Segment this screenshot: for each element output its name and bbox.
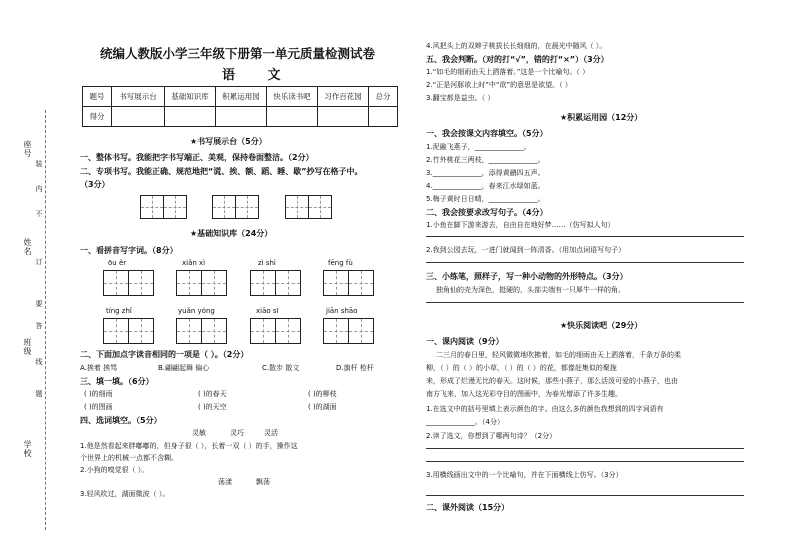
- judge-item: 1.“如毛的细雨由天上洒落着。”这是一个比喻句。（ ）: [426, 68, 590, 76]
- answer-line[interactable]: [426, 236, 744, 237]
- answer-line[interactable]: [426, 302, 744, 303]
- seat-number-label: 座号: [23, 140, 32, 158]
- question-text: 五、我会判断。（对的打“√”，错的打“×”）（3分）: [426, 55, 609, 64]
- passage-line: 南方飞来，加入这光彩夺目的图画中，为春光增添了许多生趣。: [426, 390, 622, 398]
- option-a: A.挨着 挨骂: [80, 364, 118, 372]
- answer-line[interactable]: [426, 262, 744, 263]
- question-text: 三、小练笔，照样子，写一种小动物的外形特点。（3分）: [426, 272, 628, 281]
- example-text: 独角仙的壳为深色，挺硬的，头部尖端有一只犀牛一样的角。: [436, 286, 625, 294]
- writing-box[interactable]: [285, 195, 309, 219]
- pinyin-label: ōu ěr: [108, 259, 127, 267]
- score-cell[interactable]: [112, 107, 165, 127]
- judge-item: 3.翻宝都是益虫。（ ）: [426, 94, 495, 102]
- section-title-basics: ★基础知识库（24分）: [190, 229, 273, 238]
- writing-box[interactable]: [250, 270, 276, 296]
- reading-question: 1.在选文中的括号里填上表示颜色的字。由这么多的颜色我想到的四字词语有: [426, 405, 664, 413]
- reading-question: 2.读了选文，你想到了哪两句诗？（2分）: [426, 432, 557, 440]
- word-choice: 灵敏: [192, 429, 206, 437]
- section-title-reading: ★快乐阅读吧（29分）: [560, 321, 643, 330]
- question-text: 二、课外阅读（15分）: [426, 503, 510, 512]
- question-text: 一、我会按课文内容填空。（5分）: [426, 129, 548, 138]
- fill-line: 5.梅子黄时日日晴，______________。: [426, 195, 545, 203]
- seal-word: 线: [35, 358, 43, 366]
- fill-line: 1.泥融飞燕子，______________。: [426, 143, 531, 151]
- seal-word: 不: [35, 210, 43, 218]
- score-header: 书写展示台: [112, 87, 165, 107]
- question-score: （3分）: [80, 180, 110, 189]
- fill-item: ( )的图画: [84, 403, 113, 411]
- score-cell[interactable]: [369, 107, 398, 127]
- class-label: 班级: [23, 338, 32, 356]
- seal-word: 装: [35, 160, 43, 168]
- writing-box[interactable]: [250, 318, 276, 344]
- rewrite-item: 1.小鱼在脚下游来游去，自由自在地好梦……（仿写拟人句）: [426, 221, 615, 229]
- option-d: D.旗杆 枪杆: [336, 364, 374, 372]
- writing-box[interactable]: [275, 318, 301, 344]
- writing-box[interactable]: [348, 318, 374, 344]
- answer-line[interactable]: [426, 495, 744, 496]
- writing-box[interactable]: [163, 195, 187, 219]
- seal-word: 题: [35, 390, 43, 398]
- answer-line[interactable]: [426, 461, 744, 462]
- reading-question: ______________。（4分）: [426, 418, 504, 426]
- pinyin-label: jiān shāo: [326, 307, 358, 315]
- pinyin-label: yuǎn yóng: [178, 307, 215, 315]
- option-c: C.散步 散文: [262, 364, 300, 372]
- pinyin-label: xiāo sī: [256, 307, 279, 315]
- seal-word: 订: [35, 258, 43, 266]
- word-choice: 灵巧: [230, 429, 244, 437]
- writing-box[interactable]: [176, 270, 202, 296]
- subject-title: 语 文: [222, 68, 295, 83]
- sentence-text: 1.他是然看起来胖嘟嘟的，但身子很（ ），长着一双（ ）的手，操作这: [80, 442, 298, 450]
- sentence-text: 4.风把头上的双辫子桃拔长长细细的，在晨光中随风（ ）。: [426, 42, 607, 50]
- writing-box[interactable]: [201, 270, 227, 296]
- question-text: 一、看拼音写字词。（8分）: [80, 246, 178, 255]
- seal-word: 答: [35, 322, 43, 330]
- pinyin-label: tíng zhǐ: [106, 307, 132, 315]
- sentence-text: 个世界上的机械一点都不含糊。: [80, 454, 178, 462]
- writing-box[interactable]: [308, 195, 332, 219]
- pinyin-label: xiǎn xì: [182, 259, 206, 267]
- fill-line: 3.______________，添得黄鹂四五声。: [426, 169, 545, 177]
- writing-box[interactable]: [103, 318, 129, 344]
- score-header: 基础知识库: [165, 87, 216, 107]
- passage-line: 来，形成了烂漫无比的春天。这时候，那些小燕子，那么活泼可爱的小燕子，也由: [426, 377, 678, 385]
- seal-word: 内: [35, 185, 43, 193]
- writing-box[interactable]: [103, 270, 129, 296]
- score-header: 习作百花园: [318, 87, 369, 107]
- word-choice: 荡漾: [218, 478, 232, 486]
- name-label: 姓名: [23, 238, 32, 256]
- writing-box[interactable]: [348, 270, 374, 296]
- writing-box[interactable]: [128, 318, 154, 344]
- school-label: 学校: [23, 440, 32, 458]
- passage-line: 二三月的春日里，轻风微微地吹拂着，如毛的细雨由天上洒落着，千条万条的柔: [436, 351, 681, 359]
- writing-box[interactable]: [323, 318, 349, 344]
- writing-box[interactable]: [176, 318, 202, 344]
- score-cell[interactable]: [267, 107, 318, 127]
- score-cell[interactable]: [318, 107, 369, 127]
- writing-box[interactable]: [235, 195, 259, 219]
- fill-item: ( )的柳枝: [308, 390, 337, 398]
- fill-item: ( )的细雨: [84, 390, 113, 398]
- passage-line: 柳，（ ）的（ ）的小草，（ ）的（ ）的花，都像赶集似的聚拢: [426, 364, 617, 372]
- writing-box[interactable]: [212, 195, 236, 219]
- judge-item: 2.“正是河豚欲上时”中“欲”的意思是欲望。（ ）: [426, 81, 572, 89]
- pinyin-label: zì shì: [258, 259, 276, 267]
- rewrite-item: 2.我到公园去玩，一进门就闻到一阵清香。（用加点词语写句子）: [426, 246, 626, 254]
- question-text: 四、选词填空。（5分）: [80, 416, 162, 425]
- reading-question: 3.用横线画出文中的一个比喻句，并在下面横线上仿写。（3分）: [426, 471, 623, 479]
- score-header: 题号: [83, 87, 112, 107]
- question-text: 二、下面加点字读音相同的一项是（ ）。（2分）: [80, 350, 249, 359]
- option-b: B.翩翩起舞 偏心: [158, 364, 210, 372]
- question-text: 一、整体书写。我能把字书写端正、美观，保持卷面整洁。（2分）: [80, 153, 314, 162]
- writing-box[interactable]: [140, 195, 164, 219]
- writing-box[interactable]: [201, 318, 227, 344]
- section-title-writing: ★书写展示台（5分）: [190, 137, 267, 146]
- fill-item: ( )的天空: [198, 403, 227, 411]
- pinyin-label: fēng fù: [328, 259, 353, 267]
- fill-line: 2.竹外桃花三两枝，______________。: [426, 156, 545, 164]
- score-row-label: 得分: [83, 107, 112, 127]
- answer-line[interactable]: [426, 448, 744, 449]
- question-text: 一、课内阅读（9分）: [426, 337, 504, 346]
- score-table: [82, 86, 398, 127]
- writing-box[interactable]: [128, 270, 154, 296]
- score-header: 积累运用园: [216, 87, 267, 107]
- word-choice: 飘荡: [256, 478, 270, 486]
- fill-line: 4.______________，春来江水绿如蓝。: [426, 182, 545, 190]
- fill-item: ( )的湖面: [308, 403, 337, 411]
- sentence-text: 2.小狗的嗅觉很（ ）。: [80, 466, 149, 474]
- score-cell[interactable]: [165, 107, 216, 127]
- score-header: 总分: [369, 87, 398, 107]
- writing-box[interactable]: [275, 270, 301, 296]
- score-cell[interactable]: [216, 107, 267, 127]
- seal-word: 要: [35, 300, 43, 308]
- writing-box[interactable]: [323, 270, 349, 296]
- score-header: 快乐读书吧: [267, 87, 318, 107]
- sentence-text: 3.轻风吹过，湖面微波（ ）。: [80, 490, 170, 498]
- question-text: 二、我会按要求改写句子。（4分）: [426, 208, 548, 217]
- binding-line: [45, 110, 46, 530]
- fill-item: ( )的春天: [198, 390, 227, 398]
- exam-title: 统编人教版小学三年级下册第一单元质量检测试卷: [100, 46, 376, 61]
- question-text: 三、填一填。（6分）: [80, 377, 154, 386]
- question-text: 二、专项书写。我能正确、规范地把“谎、挨、额、蹈、睡、歇”抄写在格子中。: [80, 167, 363, 176]
- word-choice: 灵活: [264, 429, 278, 437]
- section-title-accumulate: ★积累运用园（12分）: [560, 113, 643, 122]
